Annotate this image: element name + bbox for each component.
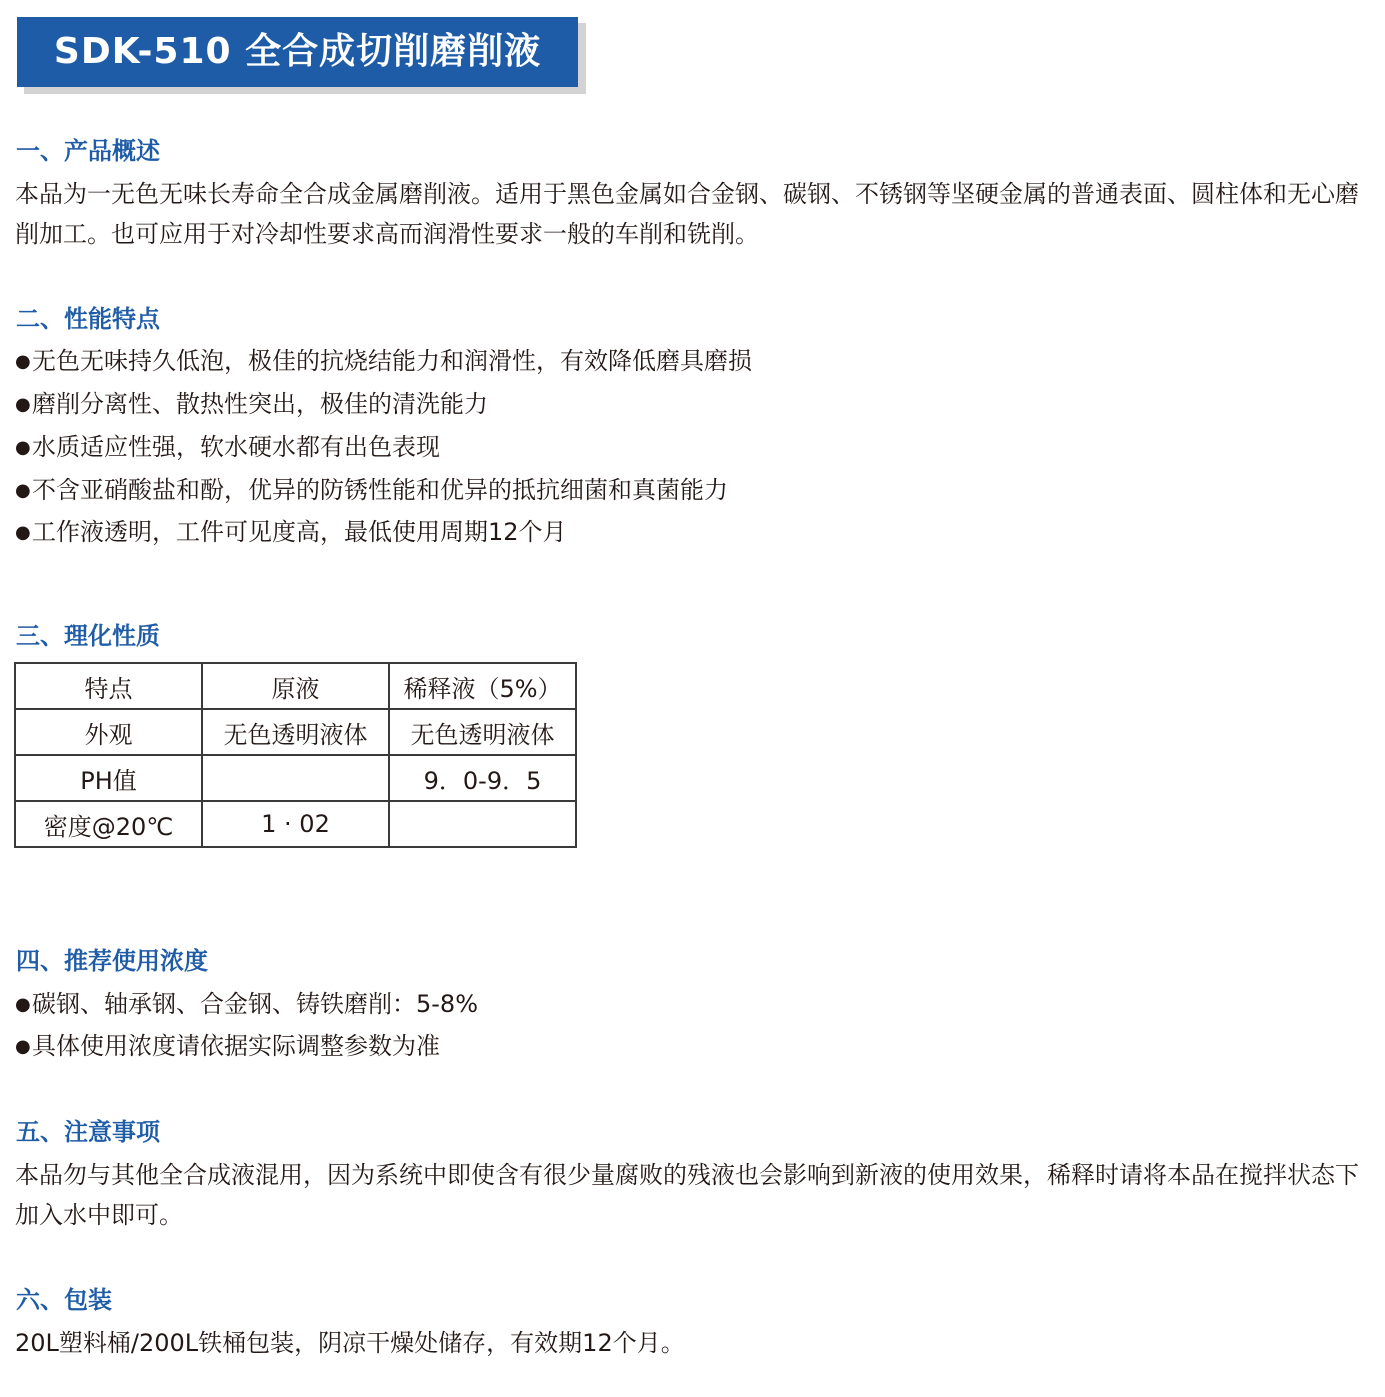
table-cell: 外观	[15, 709, 202, 755]
table-cell	[202, 755, 389, 801]
feature-item	[15, 516, 567, 549]
table-cell: 密度@20℃	[15, 801, 202, 847]
feature-item-text: 无色无味持久低泡，极佳的抗烧结能力和润滑性，有效降低磨具磨损	[32, 347, 752, 375]
notes-text: 本品勿与其他全合成液混用，因为系统中即使含有很少量腐败的残液也会影响到新液的使用效果，稀释时请将本品在搅拌状态下加入水中即可。	[15, 1161, 1359, 1229]
table-cell	[389, 801, 576, 847]
concentration-item	[15, 1030, 440, 1063]
table-cell: 9．0-9．5	[389, 755, 576, 801]
feature-item-text: 磨削分离性、散热性突出，极佳的清洗能力	[32, 390, 488, 418]
concentration-item-text: 碳钢、轴承钢、合金钢、铸铁磨削：5-8%	[32, 990, 479, 1018]
feature-item	[15, 474, 728, 507]
table-row	[15, 755, 576, 801]
table-row	[15, 709, 576, 755]
concentration-item-text: 具体使用浓度请依据实际调整参数为准	[32, 1032, 440, 1060]
table-cell: PH值	[15, 755, 202, 801]
page-title: SDK-510 全合成切削磨削液	[17, 17, 578, 87]
table-row	[15, 663, 576, 709]
table-header-cell: 稀释液（5%）	[389, 663, 576, 709]
feature-item-text: 不含亚硝酸盐和酚，优异的防锈性能和优异的抵抗细菌和真菌能力	[32, 476, 728, 504]
section-heading-packaging: 六、包装	[16, 1286, 112, 1314]
bullet-icon: ●	[15, 994, 31, 1015]
feature-item-text: 水质适应性强，软水硬水都有出色表现	[32, 433, 440, 461]
bullet-icon: ●	[15, 1036, 31, 1057]
packaging-text: 20L塑料桶/200L铁桶包装，阴凉干燥处储存，有效期12个月。	[15, 1329, 685, 1357]
bullet-icon: ●	[15, 437, 31, 458]
table-cell: 无色透明液体	[389, 709, 576, 755]
feature-item	[15, 345, 752, 378]
concentration-item	[15, 988, 478, 1021]
table-row	[15, 801, 576, 847]
table-header-cell: 特点	[15, 663, 202, 709]
section-heading-features: 二、性能特点	[16, 305, 160, 333]
properties-table	[14, 662, 577, 848]
bullet-icon: ●	[15, 394, 31, 415]
feature-item-text: 工作液透明，工件可见度高，最低使用周期12个月	[32, 518, 567, 546]
bullet-icon: ●	[15, 351, 31, 372]
overview-text: 本品为一无色无味长寿命全合成金属磨削液。适用于黑色金属如合金钢、碳钢、不锈钢等坚硬金属的普通表面、圆柱体和无心磨削加工。也可应用于对冷却性要求高而润滑性要求一般的车削和铣削。	[15, 180, 1359, 248]
bullet-icon: ●	[15, 522, 31, 543]
feature-item	[15, 388, 488, 421]
section-heading-concentration: 四、推荐使用浓度	[16, 947, 208, 975]
table-cell: 无色透明液体	[202, 709, 389, 755]
feature-item	[15, 431, 440, 464]
table-cell: 1 · 02	[202, 801, 389, 847]
section-heading-notes: 五、注意事项	[16, 1118, 160, 1146]
table-header-cell: 原液	[202, 663, 389, 709]
section-heading-properties: 三、理化性质	[16, 622, 160, 650]
section-heading-overview: 一、产品概述	[16, 137, 160, 165]
bullet-icon: ●	[15, 480, 31, 501]
